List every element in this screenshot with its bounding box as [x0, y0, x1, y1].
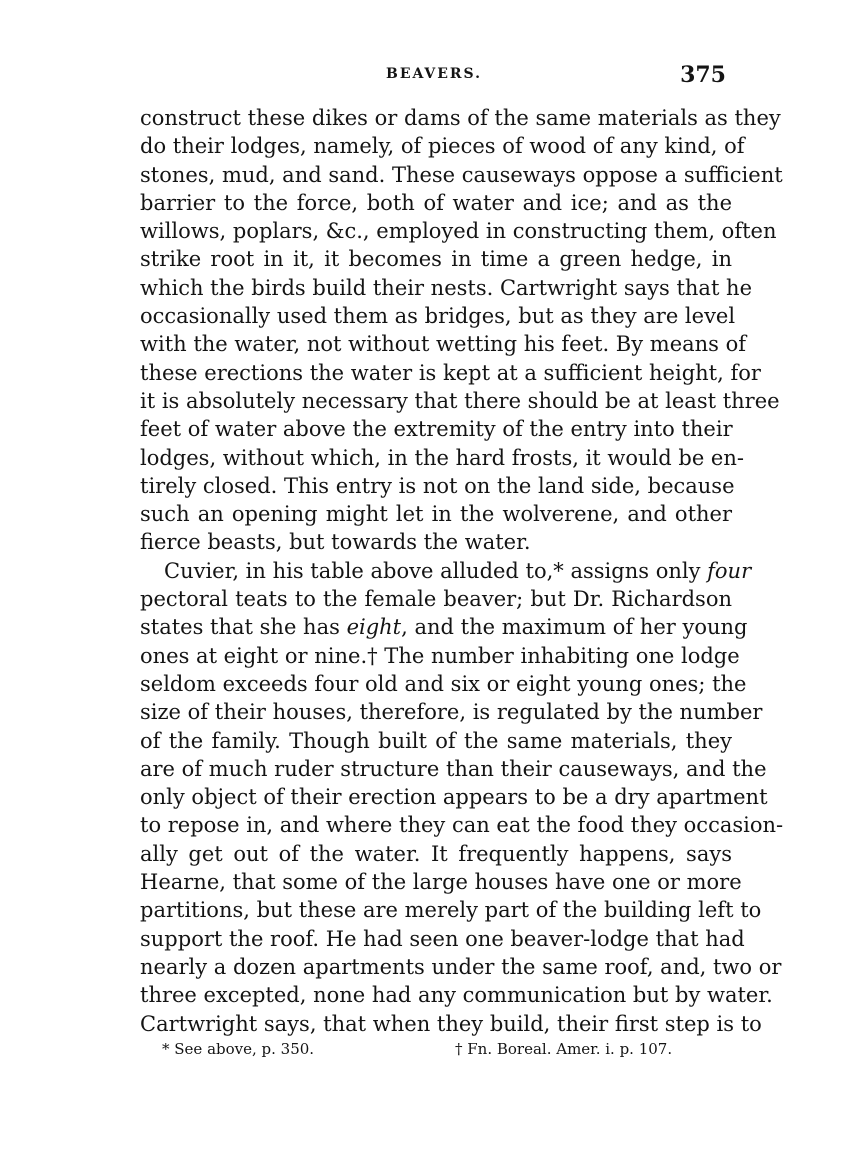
footnotes	[162, 1040, 722, 1064]
footnote: † Fn. Boreal. Amer. i. p. 107.	[455, 1040, 673, 1058]
text-line: which the birds build their nests. Cartwright says that he	[140, 275, 753, 300]
text-line: feet of water above the extremity of the entry into their	[140, 417, 733, 442]
text-line: of the family. Though built of the same materials, they	[140, 728, 732, 753]
running-head: BEAVERS.	[386, 66, 483, 82]
text-line: seldom exceeds four old and six or eight young ones; the	[140, 671, 747, 696]
text-line: these erections the water is kept at a sufficient height, for	[140, 360, 761, 385]
text-line: nearly a dozen apartments under the same roof, and, two or	[140, 954, 782, 979]
text-line: construct these dikes or dams of the same materials as they	[140, 106, 781, 130]
text-line: to repose in, and where they can eat the food they occasion-	[140, 813, 784, 838]
text-line: ally get out of the water. It frequently happens, says	[140, 841, 732, 866]
text-line: Hearne, that some of the large houses have one or more	[140, 870, 742, 895]
page-number: 375	[680, 62, 726, 88]
body-text	[140, 104, 784, 1038]
text-line: Cartwright says, that when they build, their first step is to	[140, 1011, 762, 1036]
text-line: ones at eight or nine.† The number inhabiting one lodge	[140, 643, 740, 668]
text-line: Cuvier, in his table above alluded to,* assigns only four	[164, 558, 752, 583]
text-line: it is absolutely necessary that there should be at least three	[140, 388, 780, 413]
text-line: do their lodges, namely, of pieces of wood of any kind, of	[140, 134, 745, 159]
page-header	[140, 64, 736, 88]
text-line: occasionally used them as bridges, but as they are level	[140, 304, 736, 329]
text-line: partitions, but these are merely part of the building left to	[140, 898, 762, 923]
text-line: only object of their erection appears to be a dry apartment	[140, 785, 768, 810]
text-line: are of much ruder structure than their causeways, and the	[140, 756, 767, 781]
text-line: willows, poplars, &c., employed in constructing them, often	[140, 219, 777, 244]
text-line: barrier to the force, both of water and ice; and as the	[140, 190, 732, 215]
emphasis: eight	[346, 615, 402, 640]
text-line: such an opening might let in the wolverene, and other	[140, 502, 732, 527]
text-line: strike root in it, it becomes in time a green hedge, in	[140, 247, 732, 272]
text-line: support the roof. He had seen one beaver-lodge that had	[140, 926, 745, 951]
footnote: * See above, p. 350.	[162, 1040, 315, 1058]
paragraph	[140, 104, 783, 557]
paragraph	[140, 557, 784, 1038]
text-line: size of their houses, therefore, is regulated by the number	[140, 700, 763, 725]
text-line: with the water, not without wetting his feet. By means of	[140, 332, 747, 357]
text-line: fierce beasts, but towards the water.	[140, 530, 531, 555]
emphasis: four	[707, 558, 752, 583]
text-line: tirely closed. This entry is not on the land side, because	[140, 473, 735, 498]
text-line: states that she has eight, and the maximum of her young	[140, 615, 748, 640]
text-line: three excepted, none had any communication but by water.	[140, 983, 773, 1008]
text-line: stones, mud, and sand. These causeways oppose a sufficient	[140, 162, 783, 187]
text-line: pectoral teats to the female beaver; but Dr. Richardson	[140, 587, 732, 612]
text-line: lodges, without which, in the hard frosts, it would be en-	[140, 445, 744, 470]
